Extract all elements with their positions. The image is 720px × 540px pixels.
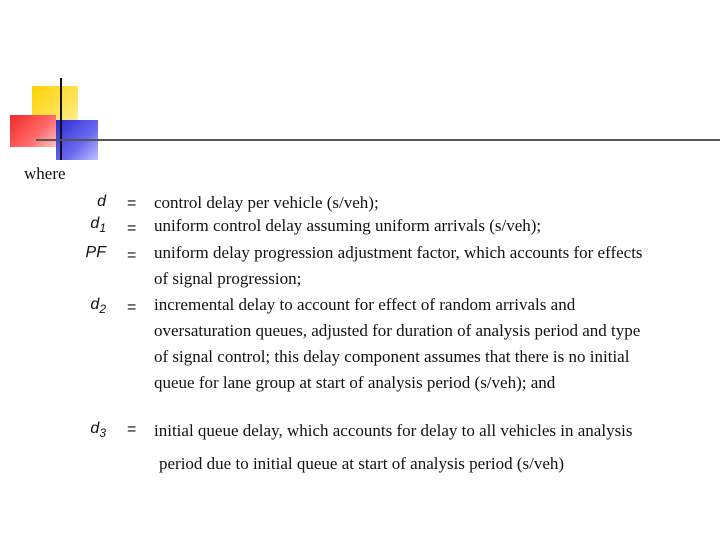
- symbol-d2-text: d: [90, 296, 100, 313]
- symbol-pf: [46, 244, 106, 262]
- definition-d-line-1: control delay per vehicle (s/veh);: [154, 193, 379, 212]
- definition-d1: [154, 213, 714, 239]
- equals-sign-d2: =: [127, 299, 137, 316]
- definition-d3-line-2: period due to initial queue at start of analysis period (s/veh): [159, 454, 565, 473]
- equals-sign-d1: =: [127, 220, 137, 237]
- definition-pf-line-1: uniform delay progression adjustment factor, which accounts for effects: [154, 243, 643, 262]
- where-label: where: [24, 164, 66, 183]
- definition-d2-line-4: queue for lane group at start of analysis period (s/veh); and: [154, 373, 556, 392]
- symbol-d3: [46, 420, 106, 440]
- title-divider-rule: [36, 139, 720, 141]
- definition-d2-line-3: of signal control; this delay component assumes that there is no initial: [154, 347, 630, 366]
- symbol-d3-subscript: 3: [99, 426, 106, 441]
- equals-sign-d3: =: [127, 421, 137, 438]
- definition-d2-line-1: incremental delay to account for effect of random arrivals and: [154, 295, 576, 314]
- symbol-pf-text: PF: [85, 244, 106, 261]
- definition-d1-line-1: uniform control delay assuming uniform arrivals (s/veh);: [154, 216, 542, 235]
- symbol-d1-subscript: 1: [99, 221, 106, 236]
- equals-sign-d: =: [127, 195, 137, 212]
- equals-sign-pf: =: [127, 247, 137, 264]
- definition-d3-line-1: initial queue delay, which accounts for delay to all vehicles in analysis: [154, 421, 633, 440]
- symbol-d2: [46, 296, 106, 316]
- symbol-d1: [46, 215, 106, 235]
- symbol-d1-text: d: [90, 215, 100, 232]
- symbol-d3-text: d: [90, 420, 100, 437]
- definition-pf: [154, 240, 714, 292]
- definition-d3: [154, 414, 714, 480]
- symbol-d: [46, 193, 106, 211]
- decorative-vertical-rule: [60, 78, 62, 160]
- symbol-d-text: d: [97, 193, 106, 210]
- definition-pf-line-2: of signal progression;: [154, 269, 302, 288]
- definition-d2: [154, 292, 714, 396]
- decorative-red-square: [10, 115, 56, 147]
- definition-d2-line-2: oversaturation queues, adjusted for duration of analysis period and type: [154, 321, 641, 340]
- symbol-d2-subscript: 2: [99, 302, 106, 317]
